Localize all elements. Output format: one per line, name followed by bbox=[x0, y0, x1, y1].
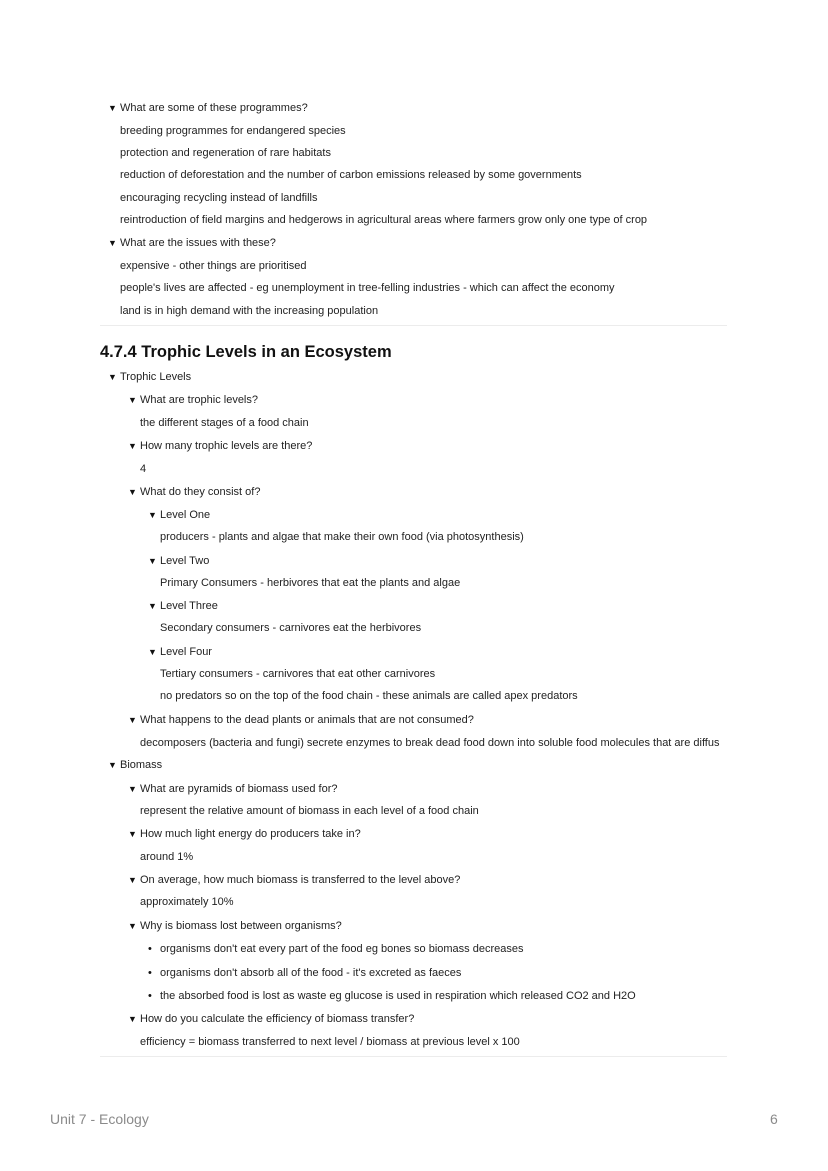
answer-text: the different stages of a food chain bbox=[140, 417, 309, 429]
answer-text: Primary Consumers - herbivores that eat the plants and algae bbox=[160, 577, 461, 589]
toggle-dead[interactable] bbox=[128, 713, 474, 727]
answer-text: 4 bbox=[140, 463, 147, 475]
toggle-level-one[interactable] bbox=[148, 508, 210, 522]
list-item: expensive - other things are prioritised bbox=[120, 260, 307, 272]
list-item: protection and regeneration of rare habitats bbox=[120, 147, 331, 159]
toggle-light[interactable] bbox=[128, 827, 361, 841]
triangle-down-icon: ▼ bbox=[128, 1014, 137, 1024]
section-heading: 4.7.4 Trophic Levels in an Ecosystem bbox=[100, 343, 392, 361]
triangle-down-icon: ▼ bbox=[148, 510, 157, 520]
triangle-down-icon: ▼ bbox=[128, 487, 137, 497]
toggle-label: What are some of these programmes? bbox=[120, 102, 308, 114]
list-item: breeding programmes for endangered species bbox=[120, 125, 346, 137]
toggle-efficiency[interactable] bbox=[128, 1012, 414, 1026]
divider bbox=[100, 1056, 727, 1057]
answer-text: Secondary consumers - carnivores eat the herbivores bbox=[160, 622, 422, 634]
toggle-label: Level Four bbox=[160, 646, 212, 658]
triangle-down-icon: ▼ bbox=[108, 372, 117, 382]
toggle-label: How many trophic levels are there? bbox=[140, 440, 313, 452]
toggle-trophic-levels[interactable] bbox=[108, 370, 191, 384]
bullet-icon: • bbox=[148, 990, 152, 1002]
bullet-item bbox=[148, 942, 523, 956]
toggle-pyramids[interactable] bbox=[128, 782, 337, 796]
triangle-down-icon: ▼ bbox=[148, 647, 157, 657]
bullet-text: organisms don't absorb all of the food - it's excreted as faeces bbox=[160, 967, 462, 979]
toggle-label: Why is biomass lost between organisms? bbox=[140, 920, 342, 932]
toggle-label: Level Two bbox=[160, 555, 210, 567]
triangle-down-icon: ▼ bbox=[148, 556, 157, 566]
bullet-icon: • bbox=[148, 943, 152, 955]
triangle-down-icon: ▼ bbox=[128, 829, 137, 839]
toggle-consist[interactable] bbox=[128, 485, 260, 499]
list-item: reintroduction of field margins and hedgerows in agricultural areas where farmers grow only one type of crop bbox=[120, 214, 648, 226]
bullet-icon: • bbox=[148, 967, 152, 979]
triangle-down-icon: ▼ bbox=[128, 875, 137, 885]
toggle-average[interactable] bbox=[128, 873, 460, 887]
answer-text: decomposers (bacteria and fungi) secrete enzymes to break dead food down into soluble food molecules that are diffus bbox=[140, 737, 720, 749]
answer-text: represent the relative amount of biomass in each level of a food chain bbox=[140, 805, 479, 817]
answer-text: around 1% bbox=[140, 851, 194, 863]
toggle-label: How do you calculate the efficiency of biomass transfer? bbox=[140, 1013, 415, 1025]
answer-text: Tertiary consumers - carnivores that eat other carnivores bbox=[160, 668, 436, 680]
toggle-issues[interactable] bbox=[108, 236, 276, 250]
triangle-down-icon: ▼ bbox=[128, 441, 137, 451]
triangle-down-icon: ▼ bbox=[108, 103, 117, 113]
answer-text: approximately 10% bbox=[140, 896, 234, 908]
toggle-what-are[interactable] bbox=[128, 393, 258, 407]
toggle-label: Biomass bbox=[120, 759, 163, 771]
toggle-label: What do they consist of? bbox=[140, 486, 261, 498]
toggle-label: Level One bbox=[160, 509, 211, 521]
toggle-label: What are pyramids of biomass used for? bbox=[140, 783, 338, 795]
toggle-level-four[interactable] bbox=[148, 645, 212, 659]
footer-unit: Unit 7 - Ecology bbox=[50, 1111, 149, 1127]
toggle-label: What are trophic levels? bbox=[140, 394, 258, 406]
bullet-item bbox=[148, 989, 636, 1003]
toggle-level-two[interactable] bbox=[148, 554, 209, 568]
bullet-text: the absorbed food is lost as waste eg glucose is used in respiration which released CO2 and H2O bbox=[160, 990, 636, 1002]
triangle-down-icon: ▼ bbox=[148, 601, 157, 611]
triangle-down-icon: ▼ bbox=[128, 921, 137, 931]
list-item: people's lives are affected - eg unemployment in tree-felling industries - which can affect the economy bbox=[120, 282, 615, 294]
toggle-biomass[interactable] bbox=[108, 758, 162, 772]
toggle-how-many[interactable] bbox=[128, 439, 312, 453]
toggle-programmes[interactable] bbox=[108, 101, 308, 115]
list-item: reduction of deforestation and the number of carbon emissions released by some governments bbox=[120, 169, 582, 181]
toggle-label: Level Three bbox=[160, 600, 218, 612]
toggle-level-three[interactable] bbox=[148, 599, 218, 613]
toggle-label: How much light energy do producers take in? bbox=[140, 828, 361, 840]
answer-text: efficiency = biomass transferred to next level / biomass at previous level x 100 bbox=[140, 1036, 520, 1048]
triangle-down-icon: ▼ bbox=[128, 784, 137, 794]
toggle-label: On average, how much biomass is transferred to the level above? bbox=[140, 874, 461, 886]
answer-text: no predators so on the top of the food chain - these animals are called apex predators bbox=[160, 690, 578, 702]
triangle-down-icon: ▼ bbox=[108, 760, 117, 770]
answer-text: producers - plants and algae that make their own food (via photosynthesis) bbox=[160, 531, 524, 543]
toggle-label: What happens to the dead plants or animals that are not consumed? bbox=[140, 714, 474, 726]
bullet-item bbox=[148, 966, 461, 980]
toggle-label: What are the issues with these? bbox=[120, 237, 276, 249]
toggle-lost[interactable] bbox=[128, 919, 342, 933]
triangle-down-icon: ▼ bbox=[108, 238, 117, 248]
page-number: 6 bbox=[770, 1111, 778, 1127]
list-item: land is in high demand with the increasing population bbox=[120, 305, 379, 317]
bullet-text: organisms don't eat every part of the food eg bones so biomass decreases bbox=[160, 943, 524, 955]
toggle-label: Trophic Levels bbox=[120, 371, 192, 383]
triangle-down-icon: ▼ bbox=[128, 715, 137, 725]
divider bbox=[100, 325, 727, 326]
list-item: encouraging recycling instead of landfills bbox=[120, 192, 318, 204]
triangle-down-icon: ▼ bbox=[128, 395, 137, 405]
